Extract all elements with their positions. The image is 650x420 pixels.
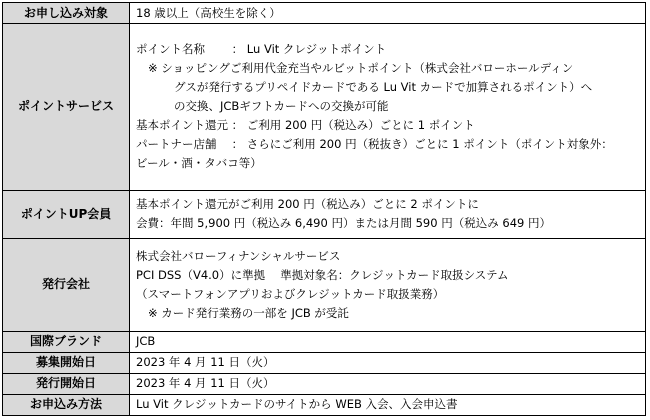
value-line: ※ カード発行業務の一部を JCB が受託 <box>148 305 349 320</box>
value-line: ポイント名称 ： Lu Vit クレジットポイント <box>136 42 387 57</box>
value-line: PCI DSS（V4.0）に準拠 準拠対象名：クレジットカード取扱システム <box>136 267 509 282</box>
value-line: 2023 年 4 月 11 日（火） <box>136 355 275 370</box>
label-issuer: 発行会社 <box>3 238 130 331</box>
value-point-up-member <box>130 190 646 238</box>
value-line: の交換、JCBギフトカードへの交換が可能 <box>174 99 389 114</box>
value-international-brand <box>130 331 646 352</box>
value-line: 会費：年間 5,900 円（税込み 6,490 円）または月間 590 円（税込み 649 円） <box>136 216 551 231</box>
row-recruitment-start <box>3 352 646 373</box>
row-point-up-member <box>3 190 646 238</box>
value-line: 基本ポイント還元 ： ご利用 200 円（税込み）ごとに 1 ポイント <box>136 118 475 133</box>
value-line: （スマートフォンアプリおよびクレジットカード取扱業務） <box>136 286 445 301</box>
label-point-service: ポイントサービス <box>3 24 130 190</box>
label-international-brand: 国際ブランド <box>3 331 130 352</box>
label-application-target: お申し込み対象 <box>3 3 130 24</box>
value-line: 株式会社バローフィナンシャルサービス <box>136 248 341 263</box>
row-issue-start <box>3 373 646 394</box>
value-line: 2023 年 4 月 11 日（火） <box>136 376 275 391</box>
row-application-target <box>3 3 646 24</box>
value-line: パートナー店舗 ： さらにご利用 200 円（税抜き）ごとに 1 ポイント（ポイント対象外： <box>136 137 613 152</box>
value-line: JCB <box>136 334 156 349</box>
value-application-target <box>130 3 646 24</box>
label-recruitment-start: 募集開始日 <box>3 352 130 373</box>
value-application-method <box>130 394 646 415</box>
label-application-method: お申込み方法 <box>3 394 130 415</box>
row-point-service <box>3 24 646 190</box>
value-issuer <box>130 238 646 331</box>
value-issue-start <box>130 373 646 394</box>
value-line: グスが発行するプリペイドカードである Lu Vit カードで加算されるポイント）へ <box>174 80 593 95</box>
value-line: 18 歳以上（高校生を除く） <box>136 5 281 20</box>
value-point-service <box>130 24 646 190</box>
row-application-method <box>3 394 646 415</box>
label-point-up-member: ポイントUP会員 <box>3 190 130 238</box>
label-issue-start: 発行開始日 <box>3 373 130 394</box>
value-line: ※ ショッピングご利用代金充当やルビットポイント（株式会社バローホールディン <box>148 61 574 76</box>
card-overview-table-container <box>2 2 646 416</box>
value-recruitment-start <box>130 352 646 373</box>
row-international-brand <box>3 331 646 352</box>
row-issuer <box>3 238 646 331</box>
card-overview-table <box>2 2 646 416</box>
value-line: 基本ポイント還元がご利用 200 円（税込み）ごとに 2 ポイントに <box>136 197 479 212</box>
value-line: Lu Vit クレジットカードのサイトから WEB 入会、入会申込書 <box>136 397 458 412</box>
value-line: ビール・酒・タバコ等） <box>136 156 262 171</box>
